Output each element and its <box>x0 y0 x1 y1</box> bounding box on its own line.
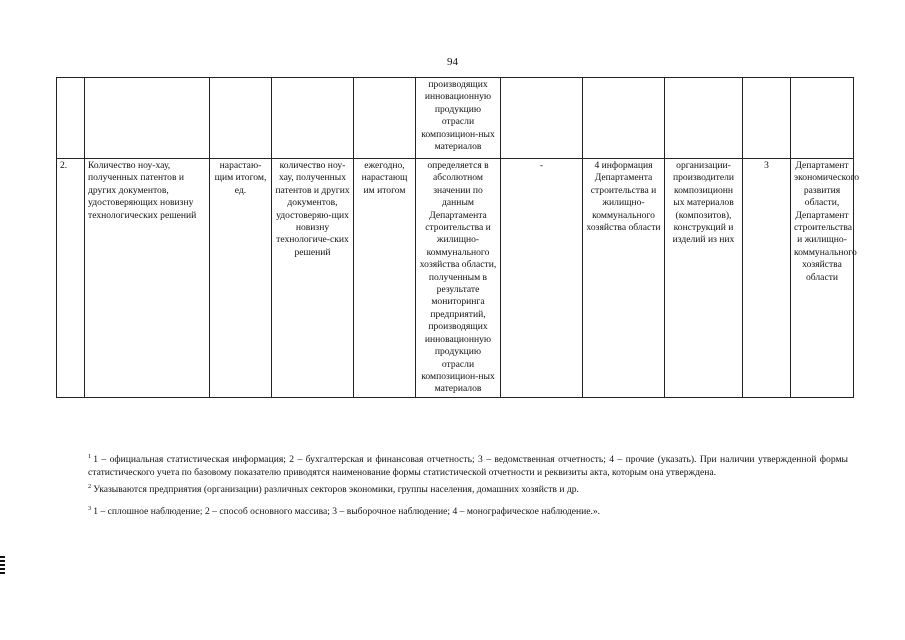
table-row <box>57 78 854 159</box>
periodicity-cell: ежегодно, нарастающ им итогом <box>354 159 416 398</box>
definition-cell: количество ноу-хау, полученных патентов и других документов, удостоверяю-щих новизну технологиче-ских решений <box>272 159 354 398</box>
table-cell <box>583 78 665 159</box>
data-source-cell: 4 информация Департамента строительства и жилищно-коммунального хозяйства области <box>583 159 665 398</box>
row-number-cell: 2. <box>57 159 85 398</box>
page-number: 94 <box>447 56 458 68</box>
footnote-text: 1 – сплошное наблюдение; 2 – способ основного массива; 3 – выборочное наблюдение; 4 – монографическое наблюдение.». <box>93 506 601 517</box>
table-cell <box>57 78 85 159</box>
footnote-mark: 3 <box>88 505 92 512</box>
population-cell: организации-производители композиционн ых материалов (композитов), конструкций и изделий из них <box>665 159 743 398</box>
footnote-2 <box>88 480 848 496</box>
footnote-3 <box>88 502 848 518</box>
table-cell <box>210 78 272 159</box>
table-cell <box>791 78 854 159</box>
footnote-text: Указываются предприятия (организации) различных секторов экономики, группы населения, домашних хозяйств и др. <box>93 484 579 495</box>
table-cell <box>501 78 583 159</box>
footnotes <box>88 450 848 518</box>
table-cell: производящих инновационную продукцию отрасли композицион-ных материалов <box>416 78 501 159</box>
table-cell <box>354 78 416 159</box>
footnote-1 <box>60 450 848 479</box>
method-cell: определяется в абсолютном значении по данным Департамента строительства и жилищно-коммунального хозяйства области, полученным в результате мониторинга предприятий, производящих инновационную продукцию отрасли композицион-ных материалов <box>416 159 501 398</box>
indicator-name-cell: Количество ноу-хау, полученных патентов и других документов, удостоверяющих новизну технологических решений <box>85 159 210 398</box>
indicator-table <box>56 77 860 398</box>
table-cell <box>743 78 791 159</box>
unit-cell: нарастаю-щим итогом, ед. <box>210 159 272 398</box>
footnote-mark: 1 <box>88 453 92 460</box>
footnote-mark: 2 <box>88 483 92 490</box>
observation-method-cell: 3 <box>743 159 791 398</box>
scan-margin-mark <box>0 556 5 576</box>
footnote-text: 1 – официальная статистическая информация; 2 – бухгалтерская и финансовая отчетность; 3 – ведомственная отчетность; 4 – прочие (указать). При наличии утвержденной формы статистического учета по базовому показателю приводятся наименование формы статистической отчетности и реквизиты акта, которым она утверждена. <box>88 454 848 478</box>
table-cell <box>85 78 210 159</box>
table-cell <box>272 78 354 159</box>
responsible-cell: Департамент экономического развития области, Департамент строительства и жилищно-коммунального хозяйства области <box>791 159 854 398</box>
base-indicator-cell: - <box>501 159 583 398</box>
table-row <box>57 159 854 398</box>
table-cell <box>665 78 743 159</box>
